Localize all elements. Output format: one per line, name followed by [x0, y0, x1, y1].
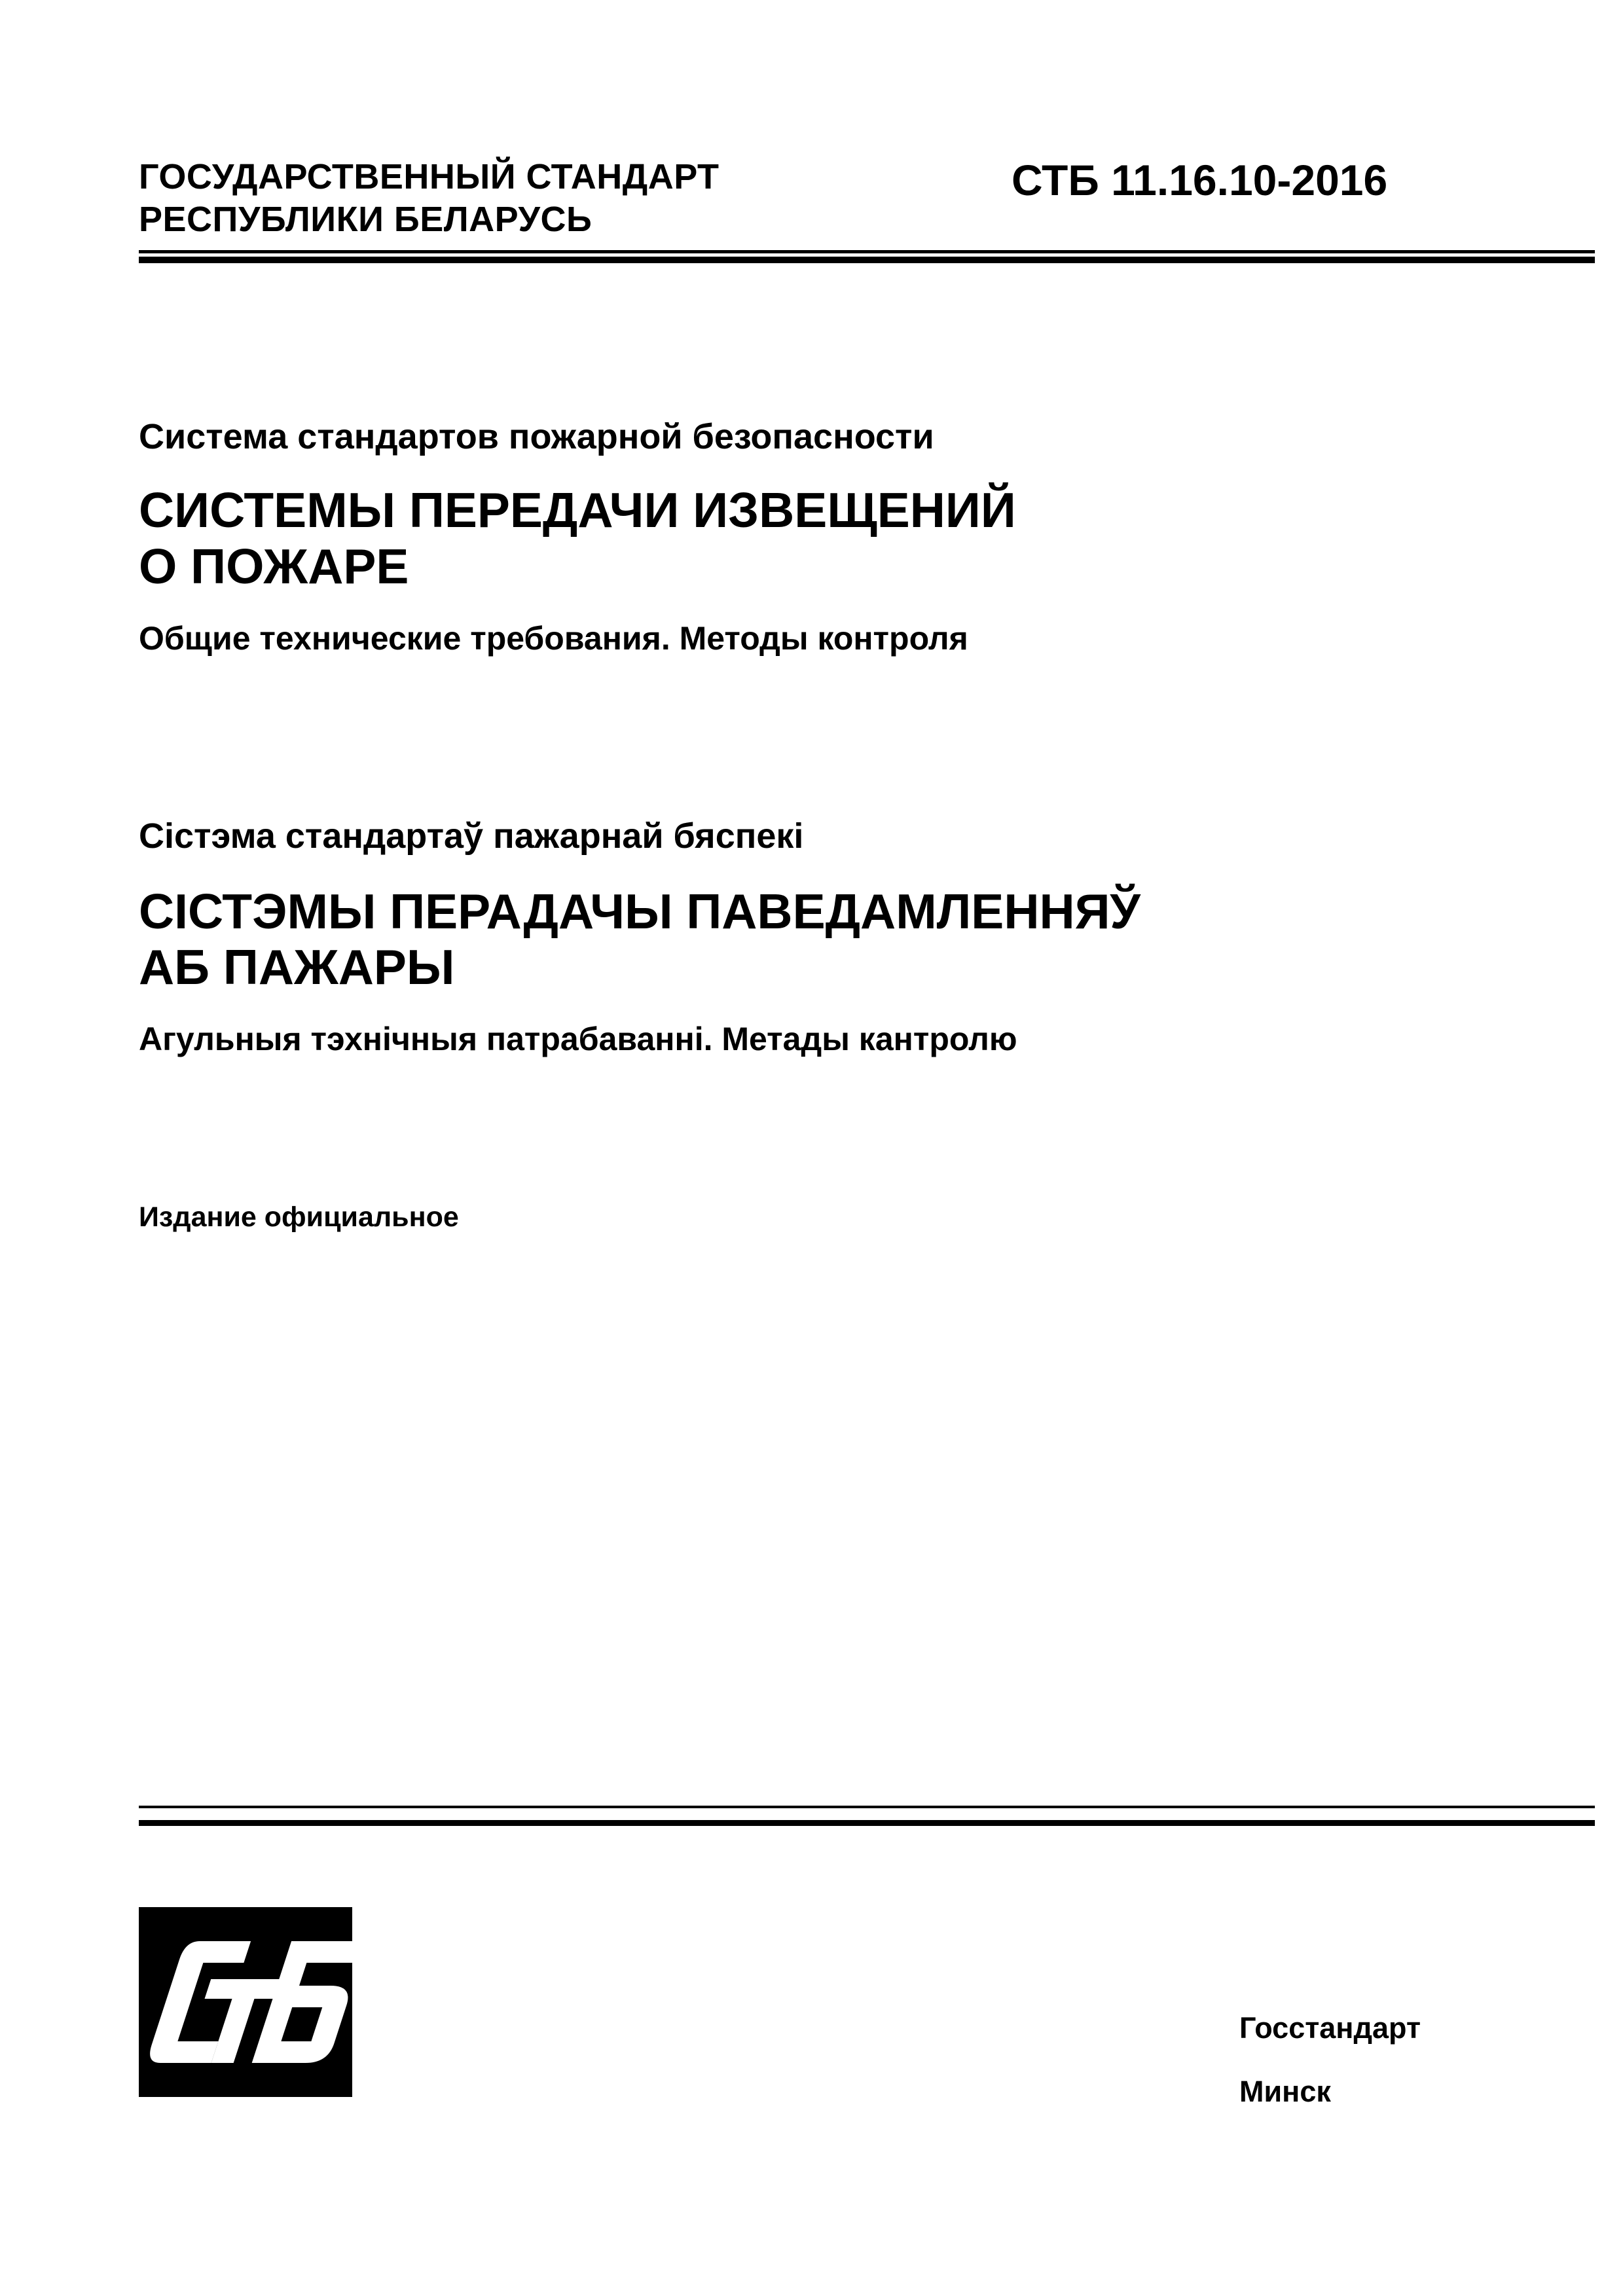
- document-subtitle-be: Агульныя тэхнічныя патрабаванні. Метады кантролю: [139, 1021, 1017, 1057]
- org-name-line-2: РЕСПУБЛИКИ БЕЛАРУСЬ: [139, 200, 593, 239]
- footer-rule-thin: [139, 1806, 1595, 1808]
- stb-logo-icon: [139, 1907, 352, 2097]
- header-rule-thin: [139, 250, 1595, 253]
- standard-number: СТБ 11.16.10-2016: [1012, 156, 1388, 204]
- series-title-ru: Система стандартов пожарной безопасности: [139, 417, 934, 456]
- document-title-be-line-2: АБ ПАЖАРЫ: [139, 939, 455, 994]
- org-name-line-1: ГОСУДАРСТВЕННЫЙ СТАНДАРТ: [139, 157, 720, 196]
- footer-rule-thick: [139, 1820, 1595, 1826]
- edition-label: Издание официальное: [139, 1201, 459, 1233]
- document-subtitle-ru: Общие технические требования. Методы контроля: [139, 620, 968, 657]
- document-title-be-line-1: СІСТЭМЫ ПЕРАДАЧЫ ПАВЕДАМЛЕННЯЎ: [139, 884, 1141, 939]
- document-title-ru-line-1: СИСТЕМЫ ПЕРЕДАЧИ ИЗВЕЩЕНИЙ: [139, 483, 1016, 538]
- document-title-ru-line-2: О ПОЖАРЕ: [139, 539, 409, 594]
- publisher-city: Минск: [1239, 2075, 1331, 2108]
- stb-logo: [139, 1907, 352, 2097]
- publisher-name: Госстандарт: [1239, 2011, 1421, 2045]
- header-rule-thick: [139, 257, 1595, 263]
- series-title-be: Сістэма стандартаў пажарнай бяспекі: [139, 816, 804, 856]
